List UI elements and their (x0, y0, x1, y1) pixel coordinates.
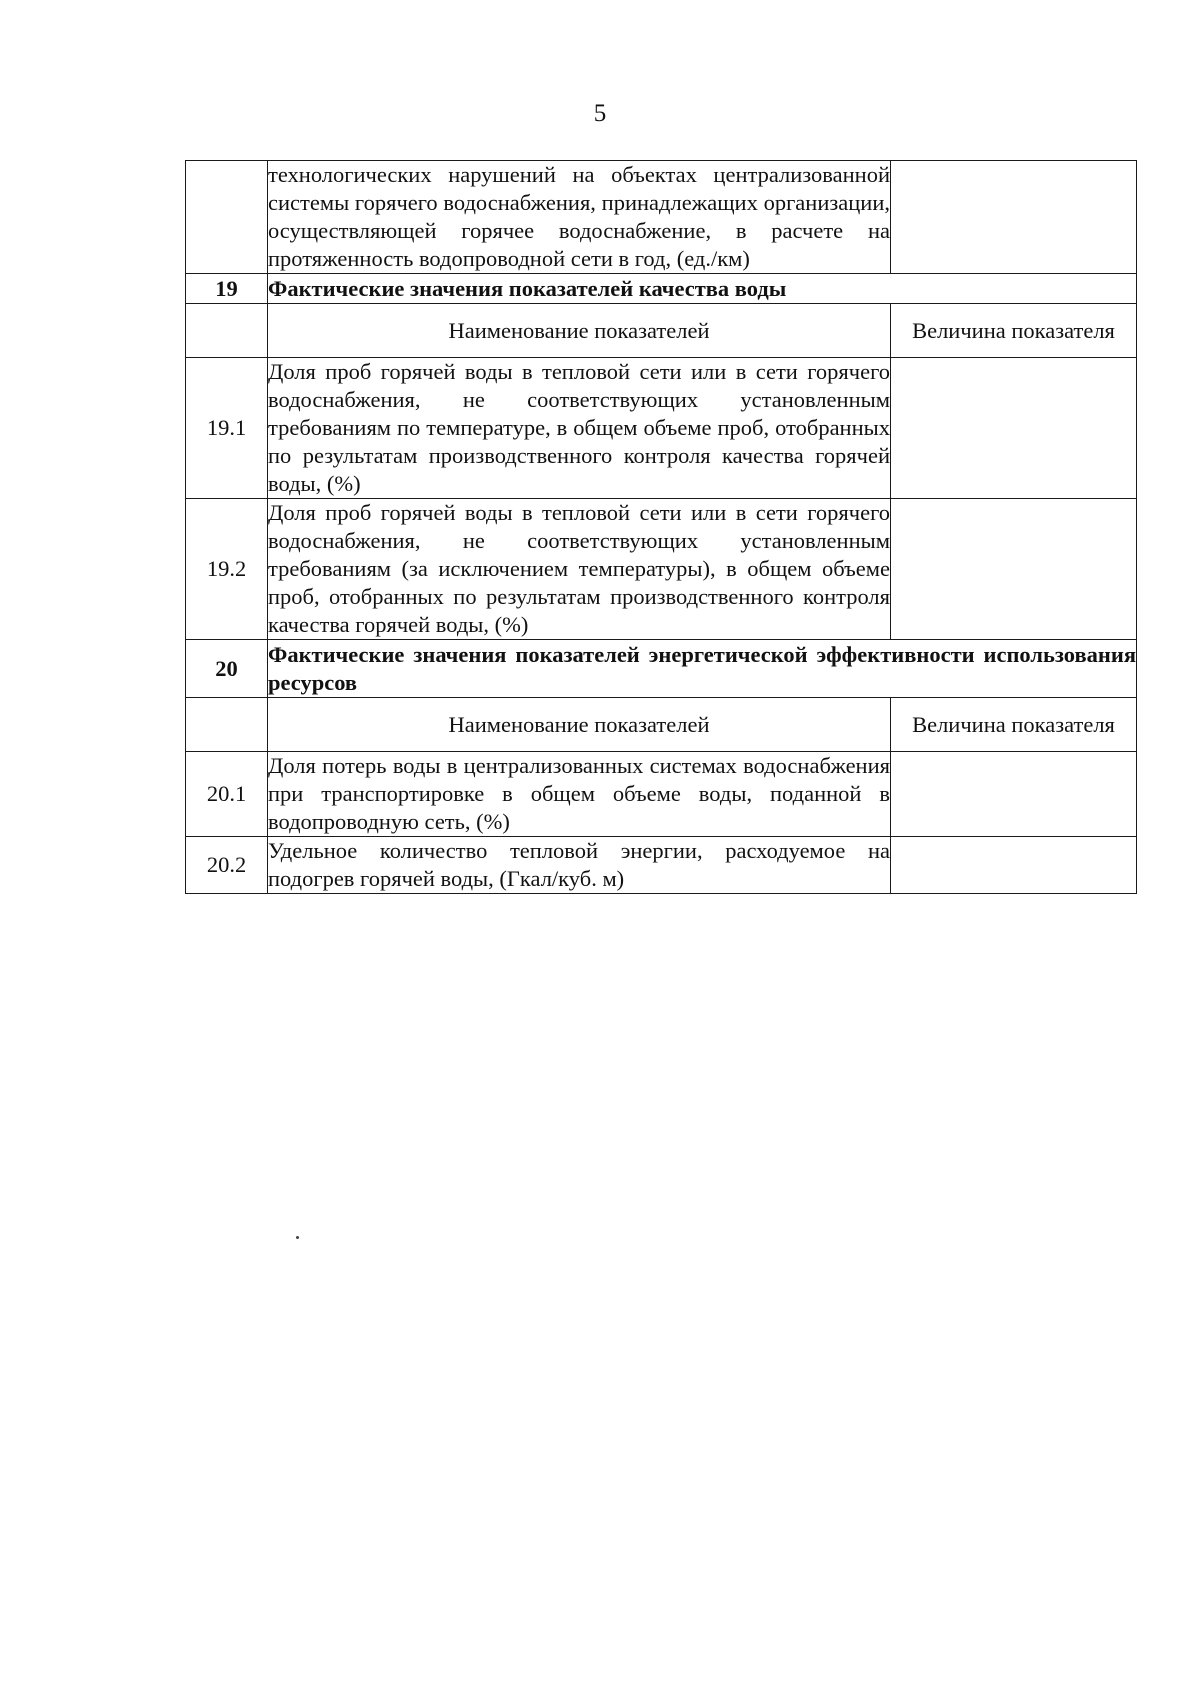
indicator-name-cell: Доля проб горячей воды в тепловой сети или в сети горячего водоснабжения, не соответствующих установленным требованиям (за исключением температуры), в общем объеме проб, отобранных по результатам производственного контроля качества горячей воды, (%) (268, 499, 891, 640)
indicator-name-cell: Доля проб горячей воды в тепловой сети или в сети горячего водоснабжения, не соответствующих установленным требованиям по температуре, в общем объеме проб, отобранных по результатам производственного контроля качества горячей воды, (%) (268, 358, 891, 499)
row-number: 19.2 (186, 499, 268, 640)
table-row (186, 837, 1137, 894)
row-number: 20.2 (186, 837, 268, 894)
indicator-value-cell (891, 161, 1137, 274)
indicator-name-cell: Удельное количество тепловой энергии, расходуемое на подогрев горячей воды, (Гкал/куб. м) (268, 837, 891, 894)
column-header-row (186, 304, 1137, 358)
column-header-name: Наименование показателей (268, 698, 891, 752)
scan-speck (296, 1236, 299, 1239)
column-header-row (186, 698, 1137, 752)
table-row (186, 752, 1137, 837)
indicator-value-cell (891, 837, 1137, 894)
row-number: 20.1 (186, 752, 268, 837)
column-header-name: Наименование показателей (268, 304, 891, 358)
section-title: Фактические значения показателей энергетической эффективности использования ресурсов (268, 640, 1137, 698)
section-number: 20 (186, 640, 268, 698)
row-number-cell (186, 698, 268, 752)
section-row-20 (186, 640, 1137, 698)
section-number: 19 (186, 274, 268, 304)
row-number: 19.1 (186, 358, 268, 499)
indicator-name-cell: Доля потерь воды в централизованных системах водоснабжения при транспортировке в общем объеме воды, поданной в водопроводную сеть, (%) (268, 752, 891, 837)
indicator-value-cell (891, 752, 1137, 837)
page-number: 5 (593, 100, 607, 127)
indicator-name-cell: технологических нарушений на объектах централизованной системы горячего водоснабжения, принадлежащих организации, осуществляющей горячее водоснабжение, в расчете на протяженность водопроводной сети в год, (ед./км) (268, 161, 891, 274)
table-row-continuation (186, 161, 1137, 274)
indicator-value-cell (891, 358, 1137, 499)
indicators-table (185, 160, 1137, 894)
column-header-value: Величина показателя (891, 304, 1137, 358)
table-row (186, 499, 1137, 640)
indicator-value-cell (891, 499, 1137, 640)
column-header-value: Величина показателя (891, 698, 1137, 752)
row-number-cell (186, 304, 268, 358)
section-title: Фактические значения показателей качества воды (268, 274, 1137, 304)
row-number-cell (186, 161, 268, 274)
section-row-19 (186, 274, 1137, 304)
table-row (186, 358, 1137, 499)
